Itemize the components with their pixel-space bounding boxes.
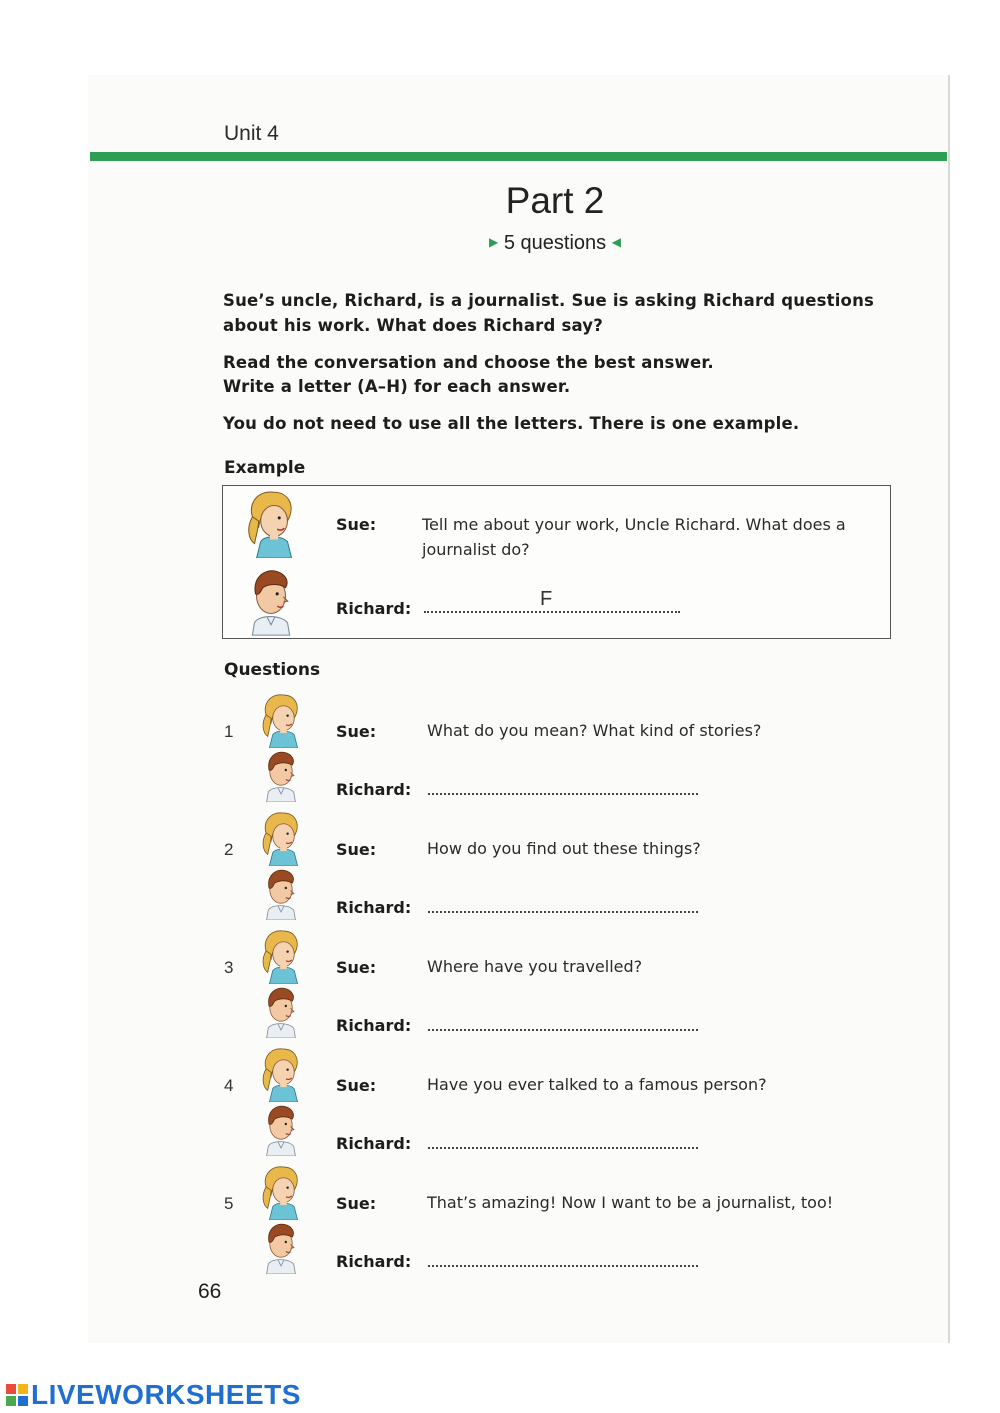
- question-number: 1: [224, 722, 234, 741]
- triangle-left-icon: ◀: [611, 235, 621, 249]
- example-sue-label: Sue:: [336, 515, 377, 534]
- intro-instruction: Sue’s uncle, Richard, is a journalist. Sue is asking Richard questions about his work. What does Richard say?: [223, 291, 875, 335]
- sue-question-text: Where have you travelled?: [427, 957, 643, 976]
- sue-label: Sue:: [336, 958, 377, 977]
- sue-label: Sue:: [336, 840, 377, 859]
- sue-portrait-icon: [256, 1162, 306, 1220]
- example-box: [222, 485, 891, 639]
- sue-portrait-icon: [256, 808, 306, 866]
- triangle-right-icon: ▶: [489, 235, 499, 249]
- answer-line-2[interactable]: [428, 911, 698, 913]
- richard-portrait-icon: [256, 1218, 306, 1274]
- richard-portrait-icon: [256, 982, 306, 1038]
- read-instruction: Read the conversation and choose the best answer.: [223, 353, 714, 372]
- question-number: 5: [224, 1194, 234, 1213]
- page-number: 66: [198, 1280, 222, 1303]
- sue-portrait-icon: [256, 1044, 306, 1102]
- part-title: Part 2: [505, 180, 605, 221]
- richard-portrait-icon: [240, 562, 302, 636]
- questions-heading: Questions: [224, 660, 321, 680]
- footer-brand[interactable]: [6, 1380, 301, 1410]
- richard-portrait-icon: [256, 864, 306, 920]
- richard-label: Richard:: [336, 1134, 412, 1153]
- write-instruction: Write a letter (A–H) for each answer.: [223, 377, 571, 396]
- richard-label: Richard:: [336, 780, 412, 799]
- sue-portrait-icon: [256, 690, 306, 748]
- part-subtitle: [455, 232, 655, 255]
- sue-question-text: What do you mean? What kind of stories?: [427, 721, 762, 740]
- liveworksheets-logo-icon: [6, 1384, 28, 1406]
- question-number: 4: [224, 1076, 234, 1095]
- sue-portrait-icon: [240, 486, 302, 558]
- example-sue-text: Tell me about your work, Uncle Richard. What does a journalist do?: [422, 515, 846, 559]
- worksheet-page: [88, 75, 950, 1343]
- sue-question-text: Have you ever talked to a famous person?: [427, 1075, 767, 1094]
- unit-label: Unit 4: [224, 122, 279, 145]
- brand-name: LIVEWORKSHEETS: [31, 1379, 301, 1410]
- question-number: 3: [224, 958, 234, 977]
- answer-line-4[interactable]: [428, 1147, 698, 1149]
- richard-label: Richard:: [336, 1252, 412, 1271]
- answer-line-3[interactable]: [428, 1029, 698, 1031]
- richard-label: Richard:: [336, 898, 412, 917]
- example-answer: F: [540, 588, 553, 610]
- richard-label: Richard:: [336, 1016, 412, 1035]
- richard-portrait-icon: [256, 1100, 306, 1156]
- header-rule: [90, 152, 947, 161]
- sue-label: Sue:: [336, 1076, 377, 1095]
- richard-portrait-icon: [256, 746, 306, 802]
- sue-label: Sue:: [336, 1194, 377, 1213]
- sue-question-text: How do you find out these things?: [427, 839, 701, 858]
- example-heading: Example: [224, 458, 306, 478]
- note-instruction: You do not need to use all the letters. There is one example.: [223, 414, 800, 433]
- sue-label: Sue:: [336, 722, 377, 741]
- subtitle-text: 5 questions: [503, 232, 607, 254]
- question-number: 2: [224, 840, 234, 859]
- sue-portrait-icon: [256, 926, 306, 984]
- answer-line-5[interactable]: [428, 1265, 698, 1267]
- answer-line-1[interactable]: [428, 793, 698, 795]
- sue-question-text: That’s amazing! Now I want to be a journalist, too!: [427, 1193, 834, 1212]
- example-answer-line: [424, 611, 680, 613]
- example-richard-label: Richard:: [336, 599, 412, 618]
